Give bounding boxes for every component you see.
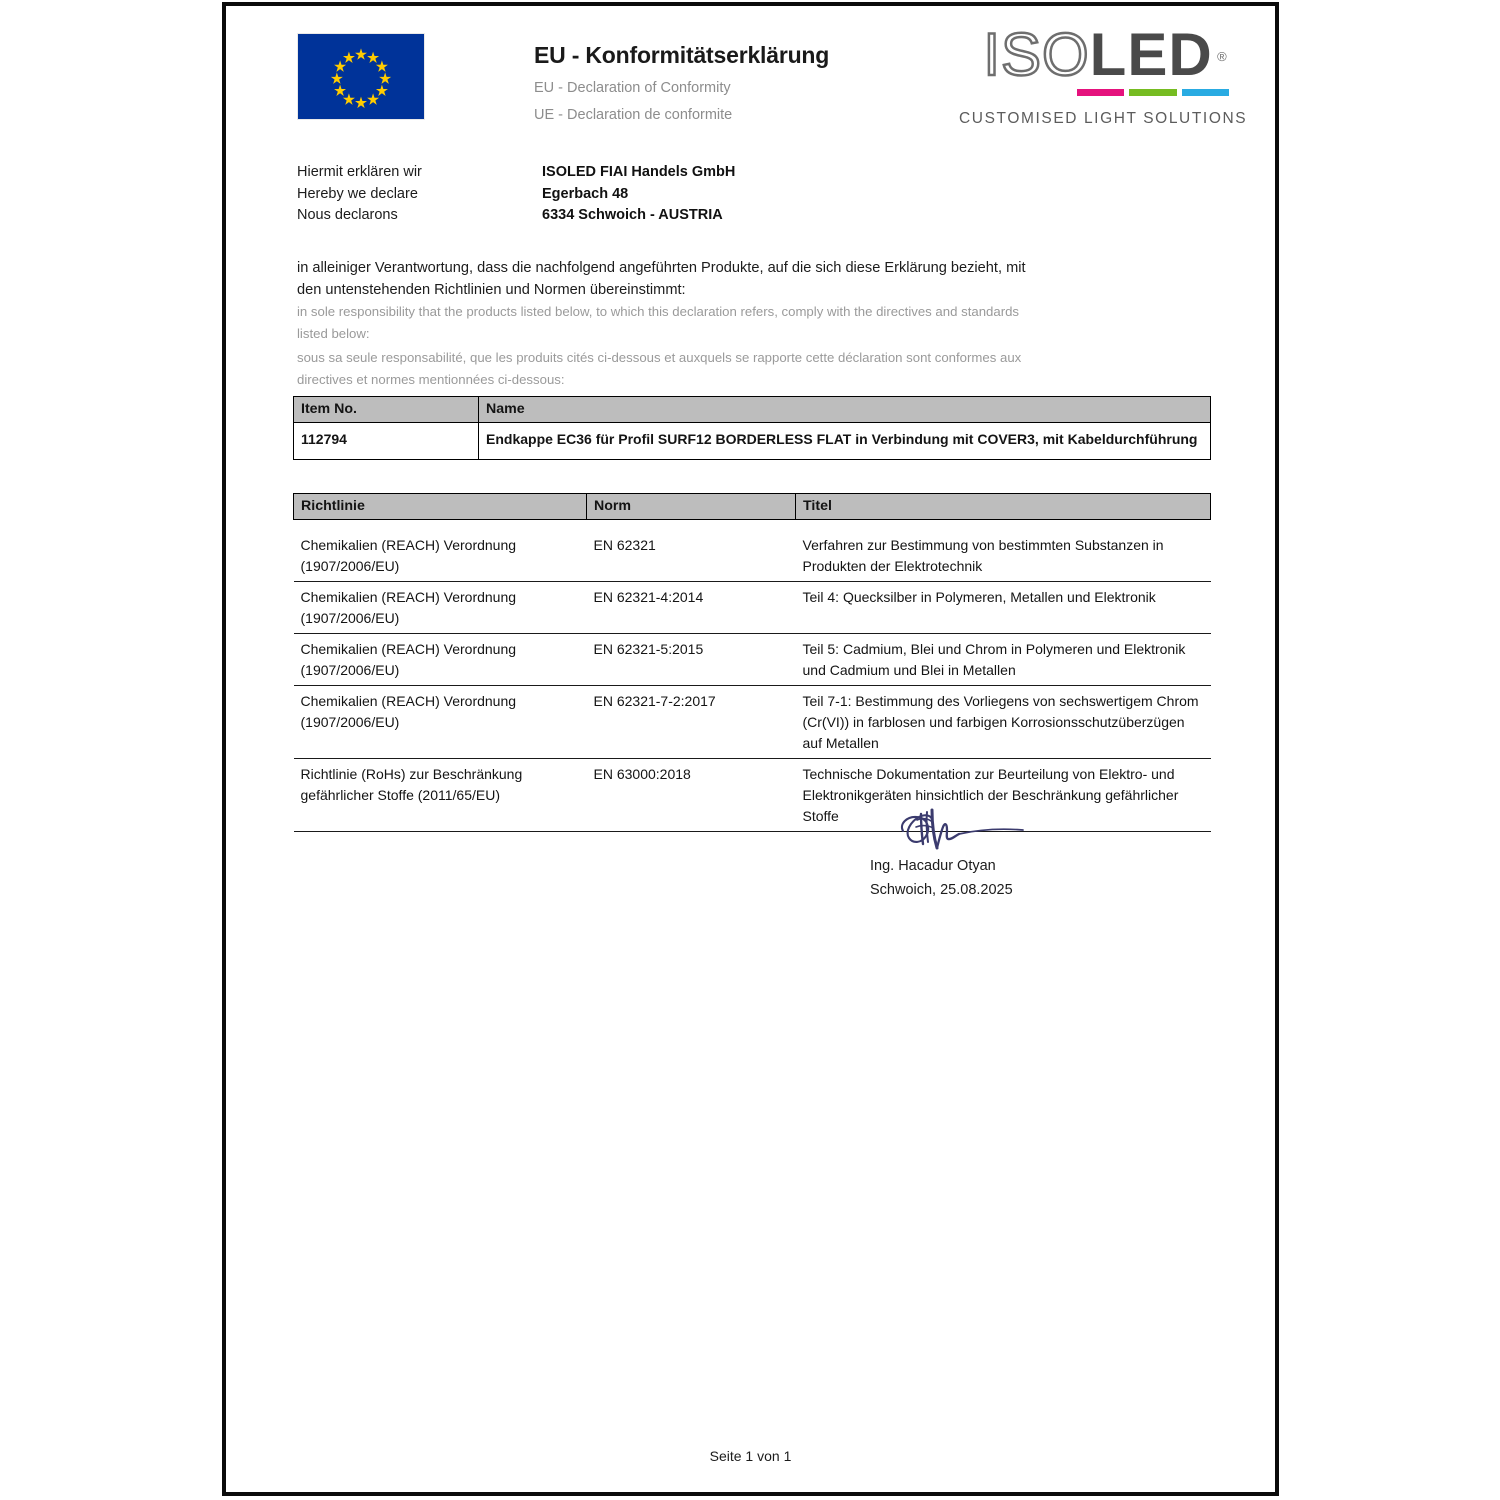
statement-en-line2: listed below:: [297, 325, 370, 341]
standards-table: [293, 493, 1211, 832]
page-content: [226, 6, 1275, 1492]
column-header-richtlinie: Richtlinie: [294, 494, 587, 520]
cell-titel: Technische Dokumentation zur Beurteilung von Elektro- und Elektronikgeräten hinsichtlich der Beschränkung gefährlicher Stoffe: [796, 759, 1211, 832]
declarant-street: Egerbach 48: [542, 185, 629, 202]
table-row: [294, 423, 1211, 460]
declarant-block: [297, 164, 1197, 229]
logo-tagline: CUSTOMISED LIGHT SOLUTIONS: [959, 110, 1248, 127]
cell-product-name: Endkappe EC36 für Profil SURF12 BORDERLESS FLAT in Verbindung mit COVER3, mit Kabeldurchführung: [479, 423, 1211, 460]
conformity-statement: [297, 258, 1227, 390]
cell-norm: EN 63000:2018: [587, 759, 796, 832]
cell-norm: EN 62321-4:2014: [587, 582, 796, 634]
table-row: [294, 582, 1211, 634]
cell-titel: Teil 5: Cadmium, Blei und Chrom in Polymeren und Elektronik und Cadmium und Blei in Metallen: [796, 634, 1211, 686]
page-title: EU - Konformitätserklärung: [534, 42, 830, 68]
isoled-logo: [959, 21, 1248, 128]
product-table: [293, 396, 1211, 460]
statement-en-line1: in sole responsibility that the products listed below, to which this declaration refers, comply with the directives and standards: [297, 304, 1020, 319]
page-footer: Seite 1 von 1: [709, 1448, 792, 1464]
logo-text-iso: ISO: [983, 21, 1090, 88]
column-header-item-no: Item No.: [294, 397, 479, 423]
cell-item-no: 112794: [294, 423, 479, 460]
cell-richtlinie: Chemikalien (REACH) Verordnung (1907/2006/EU): [294, 686, 587, 759]
statement-de-line1: in alleiniger Verantwortung, dass die nachfolgend angeführten Produkte, auf die sich diese Erklärung bezieht, mit: [297, 260, 1026, 276]
title-block: [534, 42, 829, 123]
table-header-row: [294, 494, 1211, 520]
handwritten-signature-icon: [881, 804, 1081, 854]
statement-de-line2: den untenstehenden Richtlinien und Normen übereinstimmt:: [297, 281, 686, 298]
cell-norm: EN 62321: [587, 520, 796, 582]
statement-fr-line1: sous sa seule responsabilité, que les produits cités ci-dessous et auxquels se rapporte cette déclaration sont conformes aux: [297, 350, 1022, 365]
signatory-name: Ing. Hacadur Otyan: [870, 858, 996, 874]
column-header-name: Name: [479, 397, 1211, 423]
cell-titel: Verfahren zur Bestimmung von bestimmten Substanzen in Produkten der Elektrotechnik: [796, 520, 1211, 582]
statement-fr-line2: directives et normes mentionnées ci-dessous:: [297, 371, 565, 387]
signature-place-date: Schwoich, 25.08.2025: [870, 882, 1013, 898]
cell-titel: Teil 7-1: Bestimmung des Vorliegens von sechswertigem Chrom (Cr(VI)) in farblosen und farbigen Korrosionsschutzüberzügen auf Metallen: [796, 686, 1211, 759]
declarant-row: [297, 207, 1197, 229]
cell-richtlinie: Richtlinie (RoHs) zur Beschränkung gefährlicher Stoffe (2011/65/EU): [294, 759, 587, 832]
column-header-titel: Titel: [796, 494, 1211, 520]
cell-richtlinie: Chemikalien (REACH) Verordnung (1907/2006/EU): [294, 520, 587, 582]
declarant-city-country: 6334 Schwoich - AUSTRIA: [542, 207, 723, 223]
isoled-wordmark: [983, 21, 1227, 88]
cell-norm: EN 62321-7-2:2017: [587, 686, 796, 759]
logo-bar-green: [1129, 89, 1176, 96]
cell-titel: Teil 4: Quecksilber in Polymeren, Metallen und Elektronik: [796, 582, 1211, 634]
declarant-row: [297, 164, 1197, 186]
cell-richtlinie: Chemikalien (REACH) Verordnung (1907/2006/EU): [294, 634, 587, 686]
declarant-label-fr: Nous declarons: [297, 207, 398, 223]
logo-bar-magenta: [1077, 89, 1124, 96]
cell-richtlinie: Chemikalien (REACH) Verordnung (1907/2006/EU): [294, 582, 587, 634]
column-header-norm: Norm: [587, 494, 796, 520]
table-row: [294, 520, 1211, 582]
document-header: [226, 6, 1275, 146]
registered-trademark-icon: ®: [1217, 49, 1227, 64]
page-subtitle-en: EU - Declaration of Conformity: [534, 80, 731, 96]
declarant-label-de: Hiermit erklären wir: [297, 164, 422, 180]
declarant-company-name: ISOLED FIAI Handels GmbH: [542, 164, 736, 180]
cell-norm: EN 62321-5:2015: [587, 634, 796, 686]
page-subtitle-fr: UE - Declaration de conformite: [534, 107, 733, 123]
table-row: [294, 634, 1211, 686]
table-header-row: [294, 397, 1211, 423]
signature-block: [856, 804, 1176, 902]
european-union-flag-icon: [297, 33, 425, 120]
logo-bar-blue: [1182, 89, 1229, 96]
declarant-label-en: Hereby we declare: [297, 185, 418, 202]
declarant-row: [297, 186, 1197, 208]
logo-text-led: LED: [1089, 21, 1213, 88]
table-row: [294, 686, 1211, 759]
page-frame: [222, 2, 1279, 1496]
logo-color-bars: [1077, 89, 1229, 96]
